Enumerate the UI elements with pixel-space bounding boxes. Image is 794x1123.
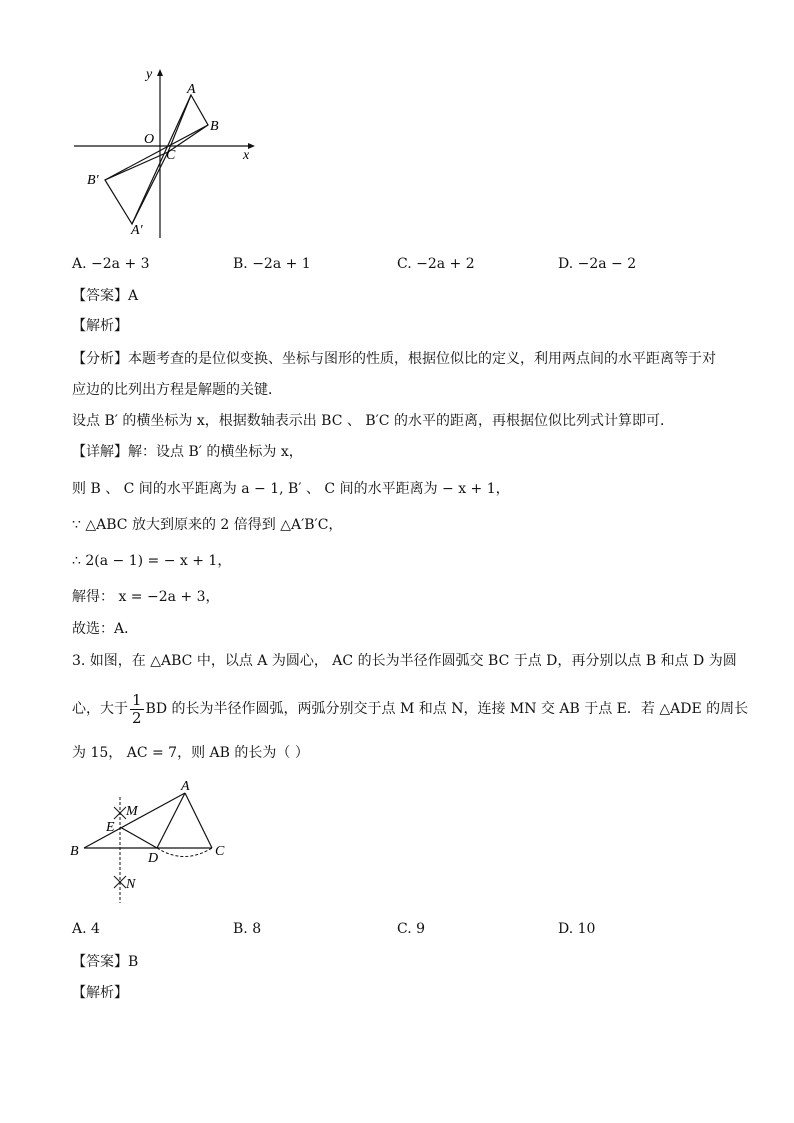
answer-value: A bbox=[128, 288, 139, 304]
label-e: E bbox=[106, 820, 115, 835]
q3-option-b[interactable]: B. 8 bbox=[233, 921, 262, 937]
q2-detail-line-6: 故选：A． bbox=[72, 621, 139, 637]
q3-option-a[interactable]: A. 4 bbox=[72, 921, 100, 937]
q3-stem-line-3: 为 15， AC = 7，则 AB 的长为（ ） bbox=[72, 745, 309, 761]
q3-stem-line-2 bbox=[72, 690, 748, 728]
q2-option-d[interactable]: D. −2a − 2 bbox=[558, 256, 637, 272]
label-a: A bbox=[187, 82, 196, 97]
detail-tag: 【详解】 bbox=[72, 444, 128, 460]
q2-fenxi-line-2: 应边的比列出方程是解题的关键． bbox=[72, 382, 282, 398]
label-y: y bbox=[146, 67, 153, 82]
q2-detail-line-3: ∵ △ABC 放大到原来的 2 倍得到 △A′B′C， bbox=[72, 517, 343, 533]
q2-option-c[interactable]: C. −2a + 2 bbox=[397, 256, 475, 272]
fenxi-text: 本题考查的是位似变换、坐标与图形的性质，根据位似比的定义，利用两点间的水平距离等于对 bbox=[128, 351, 716, 367]
q2-option-a[interactable]: A. −2a + 3 bbox=[72, 256, 150, 272]
label-o: O bbox=[144, 132, 155, 147]
q2-option-b[interactable]: B. −2a + 1 bbox=[233, 256, 311, 272]
label-b-prime: B′ bbox=[87, 173, 99, 188]
q2-detail-line-4: ∴ 2(a − 1) = − x + 1， bbox=[72, 553, 232, 569]
q3-analysis-tag: 【解析】 bbox=[72, 985, 128, 1001]
answer-tag: 【答案】 bbox=[72, 288, 128, 304]
q2-detail-line-2: 则 B 、 C 间的水平距离为 a − 1, B′ 、 C 间的水平距离为 − x + 1， bbox=[72, 481, 510, 497]
q3-option-c[interactable]: C. 9 bbox=[397, 921, 426, 937]
answer-tag: 【答案】 bbox=[72, 954, 128, 970]
detail-text: 解：设点 B′ 的横坐标为 x， bbox=[128, 444, 303, 460]
label-b: B bbox=[70, 844, 79, 859]
figure-1-coordinate-diagram bbox=[60, 62, 260, 244]
q2-analysis-tag: 【解析】 bbox=[72, 318, 128, 334]
label-a: A bbox=[181, 779, 190, 794]
q2-answer bbox=[72, 286, 138, 306]
q2-detail-line-1 bbox=[72, 442, 303, 462]
label-a-prime: A′ bbox=[131, 223, 143, 238]
fraction-denominator: 2 bbox=[132, 708, 142, 727]
q2-fenxi-line-1 bbox=[72, 349, 716, 369]
q3-stem-post: BD 的长为半径作圆弧，两弧分别交于点 M 和点 N，连接 MN 交 AB 于点 E．若 △ADE 的周长 bbox=[145, 701, 749, 717]
fenxi-tag: 【分析】 bbox=[72, 351, 128, 367]
fraction-one-half bbox=[130, 692, 144, 727]
q3-stem-line-1: 3. 如图，在 △ABC 中，以点 A 为圆心， AC 的长为半径作圆弧交 BC 于点 D，再分别以点 B 和点 D 为圆 bbox=[72, 653, 737, 669]
q3-option-d[interactable]: D. 10 bbox=[558, 921, 596, 937]
label-b: B bbox=[210, 119, 219, 134]
label-m: M bbox=[126, 804, 138, 819]
label-c: C bbox=[215, 844, 225, 859]
q2-detail-line-5: 解得： x = −2a + 3， bbox=[72, 589, 220, 605]
label-c: C bbox=[166, 148, 176, 163]
label-n: N bbox=[126, 877, 136, 892]
label-x: x bbox=[243, 148, 250, 163]
label-d: D bbox=[148, 851, 159, 866]
q3-stem-pre: 心，大于 bbox=[72, 701, 128, 717]
q2-plan-line: 设点 B′ 的横坐标为 x，根据数轴表示出 BC 、 B′C 的水平的距离，再根据位似比列式计算即可． bbox=[72, 413, 674, 429]
answer-value: B bbox=[128, 954, 139, 970]
q3-answer bbox=[72, 952, 138, 972]
figure-2-triangle-construction bbox=[62, 775, 242, 910]
fraction-numerator: 1 bbox=[132, 690, 142, 709]
